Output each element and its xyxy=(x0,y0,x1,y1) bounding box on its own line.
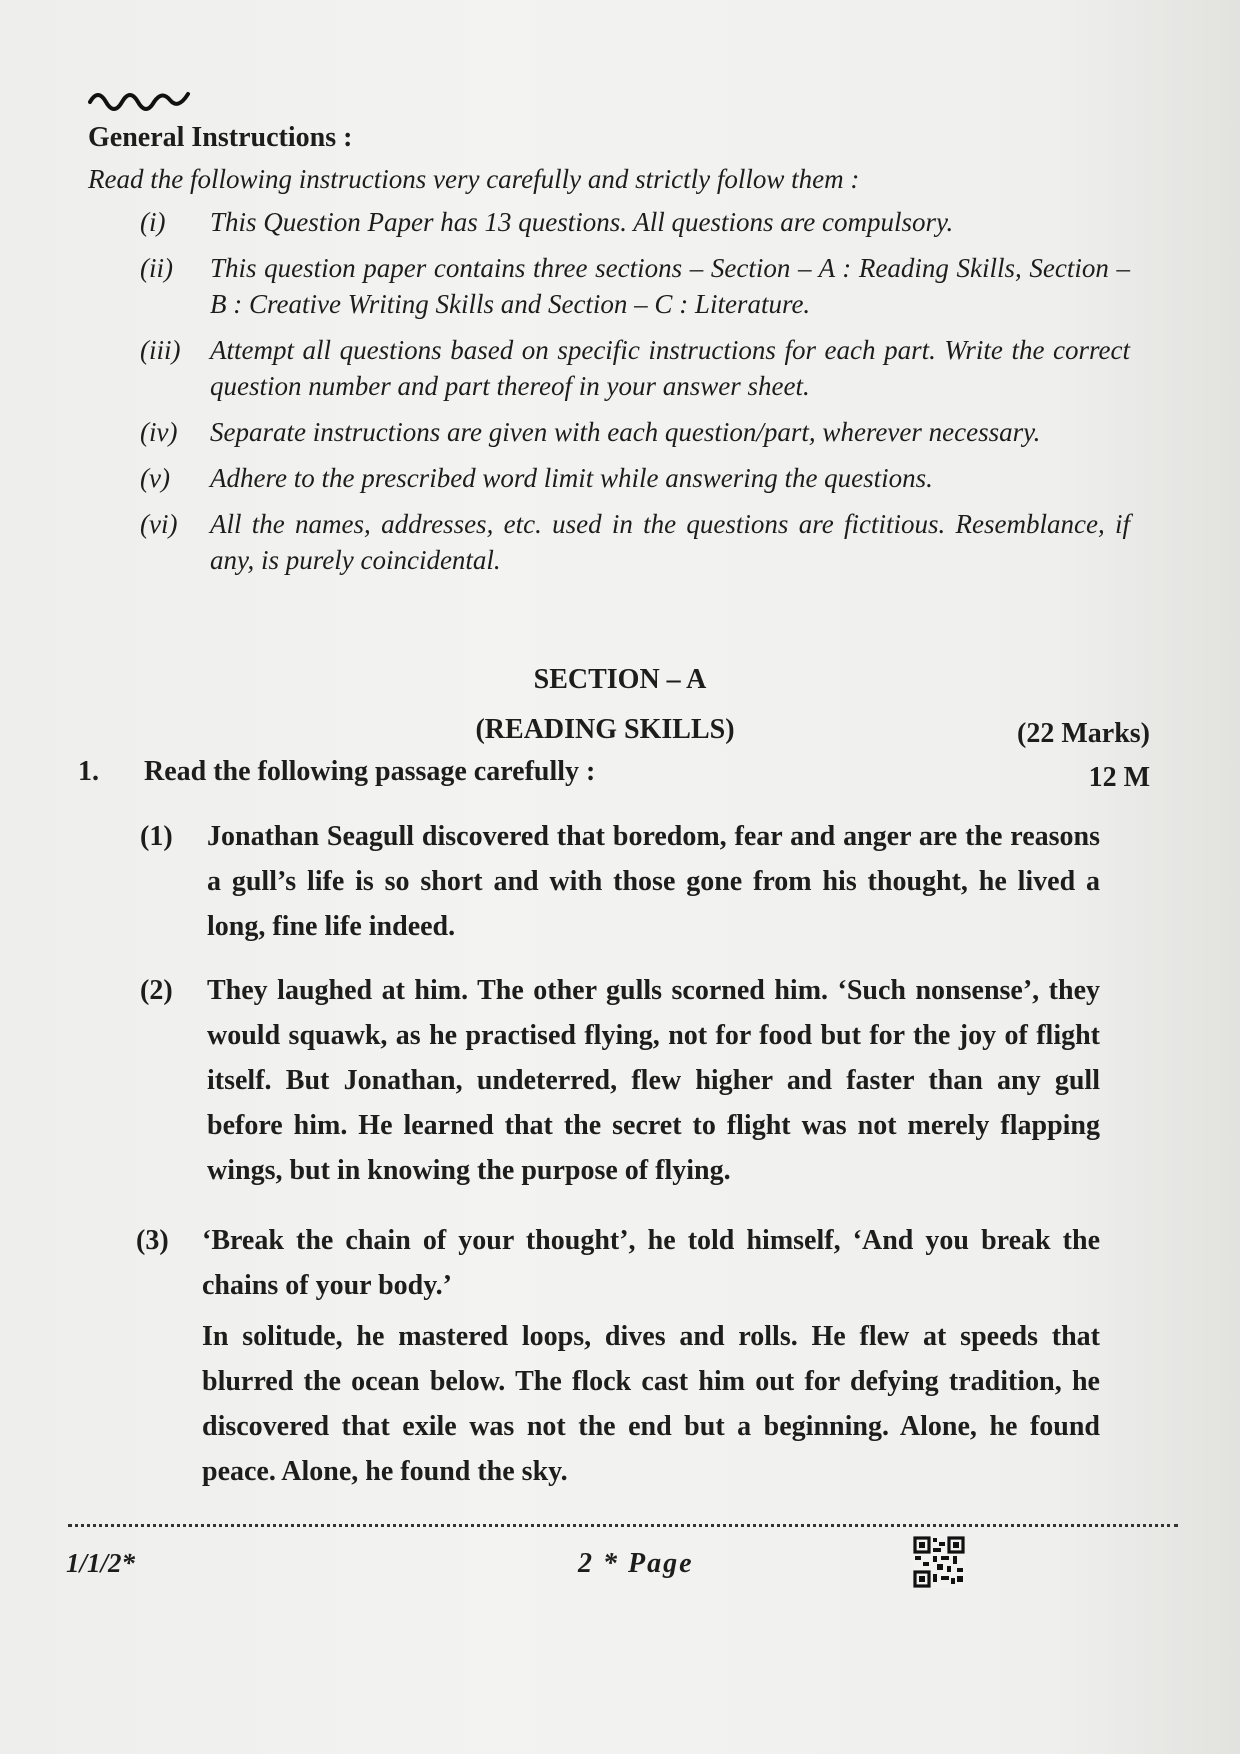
instruction-item: (i) This Question Paper has 13 questions. All questions are compulsory. xyxy=(140,207,954,237)
instruction-item: (vi) All the names, addresses, etc. used in the questions are fictitious. Resemblance, if any, is purely coincidental. xyxy=(140,509,1130,575)
general-instructions-title: General Instructions : xyxy=(88,122,353,153)
instruction-item: (iv) Separate instructions are given with each question/part, wherever necessary. xyxy=(140,417,1041,447)
paper-code: 1/1/2* xyxy=(66,1548,136,1578)
section-subtitle: (READING SKILLS) xyxy=(475,714,735,745)
section-marks: (22 Marks) xyxy=(1017,718,1150,749)
passage-paragraph: (3) ‘Break the chain of your thought’, he told himself, ‘And you break the chains of your body.’ In solitude, he mastered loops, dives and rolls. He flew at speeds that blurred the ocean below. The flock cast him out for defying tradition, he discovered that exile was not the end but a beginning. Alone, he found peace. Alone, he found the sky. xyxy=(136,1225,1100,1487)
passage-paragraph: (2) They laughed at him. The other gulls scorned him. ‘Such nonsense’, they would squawk, as he practised flying, not for food but for the joy of flight itself. But Jonathan, undeterred, flew higher and faster than any gull before him. He learned that the secret to flight was not merely flapping wings, but in knowing the purpose of flying. xyxy=(140,975,1100,1186)
page-number: 2 * Page xyxy=(578,1548,694,1579)
instruction-item: (ii) This question paper contains three sections – Section – A : Reading Skills, Section – B : Creative Writing Skills and Section – C : Literature. xyxy=(140,253,1130,319)
squiggle-mark-icon xyxy=(88,84,198,114)
instruction-item: (v) Adhere to the prescribed word limit while answering the questions. xyxy=(140,463,933,493)
instruction-item: (iii) Attempt all questions based on specific instructions for each part. Write the correct question number and part thereof in your answer sheet. xyxy=(140,335,1130,401)
question-number: 1. xyxy=(78,756,99,787)
instructions-list xyxy=(140,204,1130,588)
footer-divider xyxy=(68,1524,1178,1527)
question-text: Read the following passage carefully : xyxy=(144,756,596,787)
qr-code-icon xyxy=(913,1536,965,1588)
general-instructions-intro: Read the following instructions very carefully and strictly follow them : xyxy=(88,164,860,194)
section-title: SECTION – A xyxy=(533,664,707,695)
passage-paragraph: (1) Jonathan Seagull discovered that boredom, fear and anger are the reasons a gull’s life is so short and with those gone from his thought, he lived a long, fine life indeed. xyxy=(140,821,1100,942)
question-marks: 12 M xyxy=(1088,762,1150,793)
